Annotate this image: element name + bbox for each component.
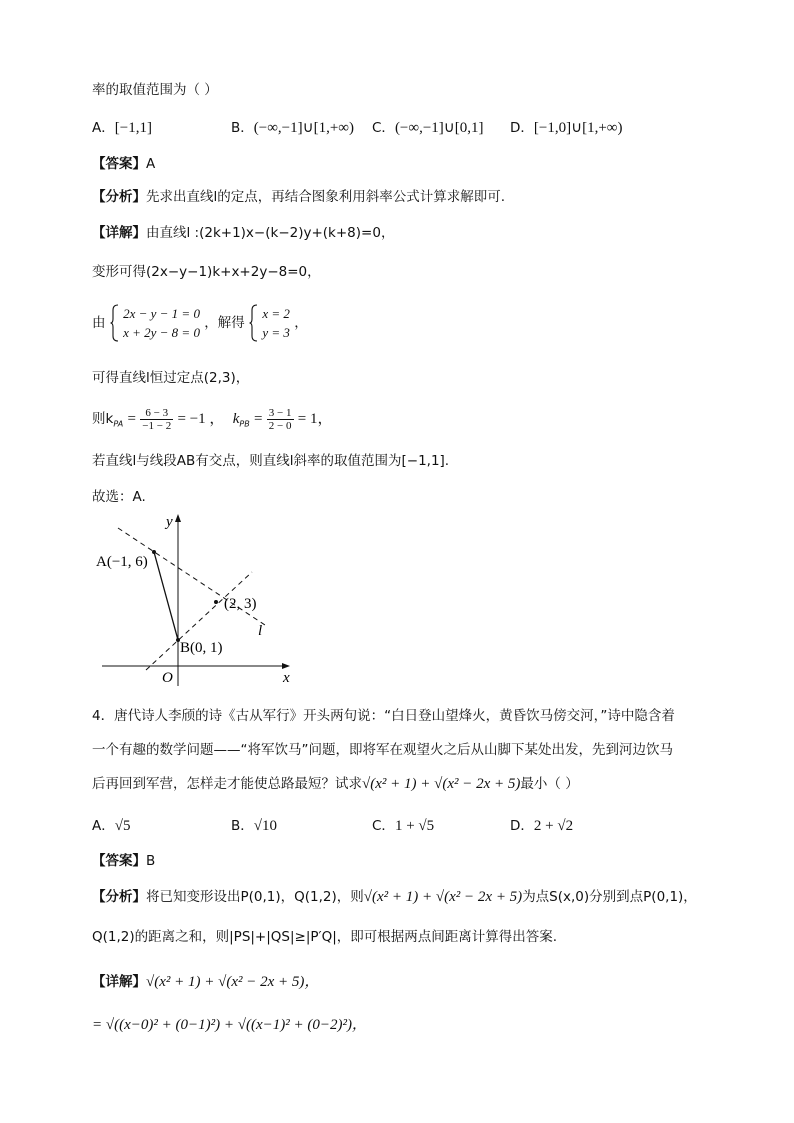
q4-stem-2: 一个有趣的数学问题——“将军饮马”问题，即将军在观望火之后从山脚下某处出发，先到河边饮马 [92,742,673,758]
q4-analysis-1: 【分析】将已知变形设出P(0,1)，Q(1,2)，则√(x² + 1) + √(x² − 2x + 5)为点S(x,0)分别到点P(0,1)， [92,889,697,905]
q4-option-d[interactable]: D．2 + √2 [510,818,574,834]
fraction-kpa: $\frac{6 - 3}{-1 - 2}$ [142,406,172,432]
q3-detail-1: 【详解】由直线l :(2k+1)x−(k−2)y+(k+8)=0， [92,225,395,241]
q3-detail-3: 由 2x − y − 1 = 0 x + 2y − 8 = 0 ，解得 x = 2 y = 3 ， [92,306,308,340]
q3-detail-4: 可得直线l恒过定点(2,3)， [92,370,250,386]
q3-option-a[interactable]: A．[−1,1] [92,120,152,136]
q3-detail-2: 变形可得(2x−y−1)k+x+2y−8=0， [92,264,321,280]
equation-system-2: x = 2 y = 3 [262,306,290,340]
left-brace-icon [249,304,258,342]
q4-option-a[interactable]: A．√5 [92,818,131,834]
q4-stem-3: 后再回到军营，怎样走才能使总路最短？试求√(x² + 1) + √(x² − 2x + 5)最小（ ） [92,776,579,792]
q4-option-b[interactable]: B．√10 [231,818,277,834]
label-y: y [166,514,173,530]
x-axis-arrow-icon [282,663,290,669]
label-a: A(−1, 6) [96,554,148,570]
equation-system-1: 2x − y − 1 = 0 x + 2y − 8 = 0 [123,306,200,340]
label-x: x [283,670,290,686]
q3-answer: 【答案】A [92,156,156,172]
q4-option-c[interactable]: C．1 + √5 [372,818,435,834]
coordinate-figure [92,510,292,690]
y-axis-arrow-icon [175,514,181,522]
q3-option-d[interactable]: D．[−1,0]∪[1,+∞) [510,120,623,136]
label-p: (2, 3) [224,596,257,612]
q4-detail-1: 【详解】√(x² + 1) + √(x² − 2x + 5)， [92,974,320,990]
q4-analysis-2: Q(1,2)的距离之和，则|PS|+|QS|≥|P′Q|，即可根据两点间距离计算得出答案. [92,929,558,945]
point-a [152,550,156,554]
label-b: B(0, 1) [180,640,223,656]
q3-stem-tail: 率的取值范围为（ ） [92,82,218,98]
left-brace-icon [110,304,119,342]
q3-option-b[interactable]: B．(−∞,−1]∪[1,+∞) [231,120,354,136]
label-l: l [258,623,263,639]
point-p [214,600,218,604]
q3-option-c[interactable]: C．(−∞,−1]∪[0,1] [372,120,484,136]
fraction-kpb: $\frac{3 - 1}{2 - 0}$ [268,406,292,432]
label-o: O [162,670,173,686]
q3-analysis: 【分析】先求出直线l的定点，再结合图象利用斜率公式计算求解即可. [92,189,506,205]
q4-answer: 【答案】B [92,853,156,869]
q4-stem-1: 4．唐代诗人李颀的诗《古从军行》开头两句说：“白日登山望烽火，黄昏饮马傍交河，”诗中隐含着 [92,708,675,724]
q3-detail-5: 则$k_{PA}$ = $\frac{6 - 3}{-1 - 2}$ = −1 ， $k_{PB}$ = $\frac{3 - 1}{2 - 0}$ = 1， [92,406,333,432]
q3-detail-6: 若直线l与线段AB有交点，则直线l斜率的取值范围为[−1,1]. [92,453,450,469]
q3-conclusion: 故选：A. [92,489,146,505]
q4-detail-2: = √((x−0)² + (0−1)²) + √((x−1)² + (0−2)²)， [92,1017,367,1033]
